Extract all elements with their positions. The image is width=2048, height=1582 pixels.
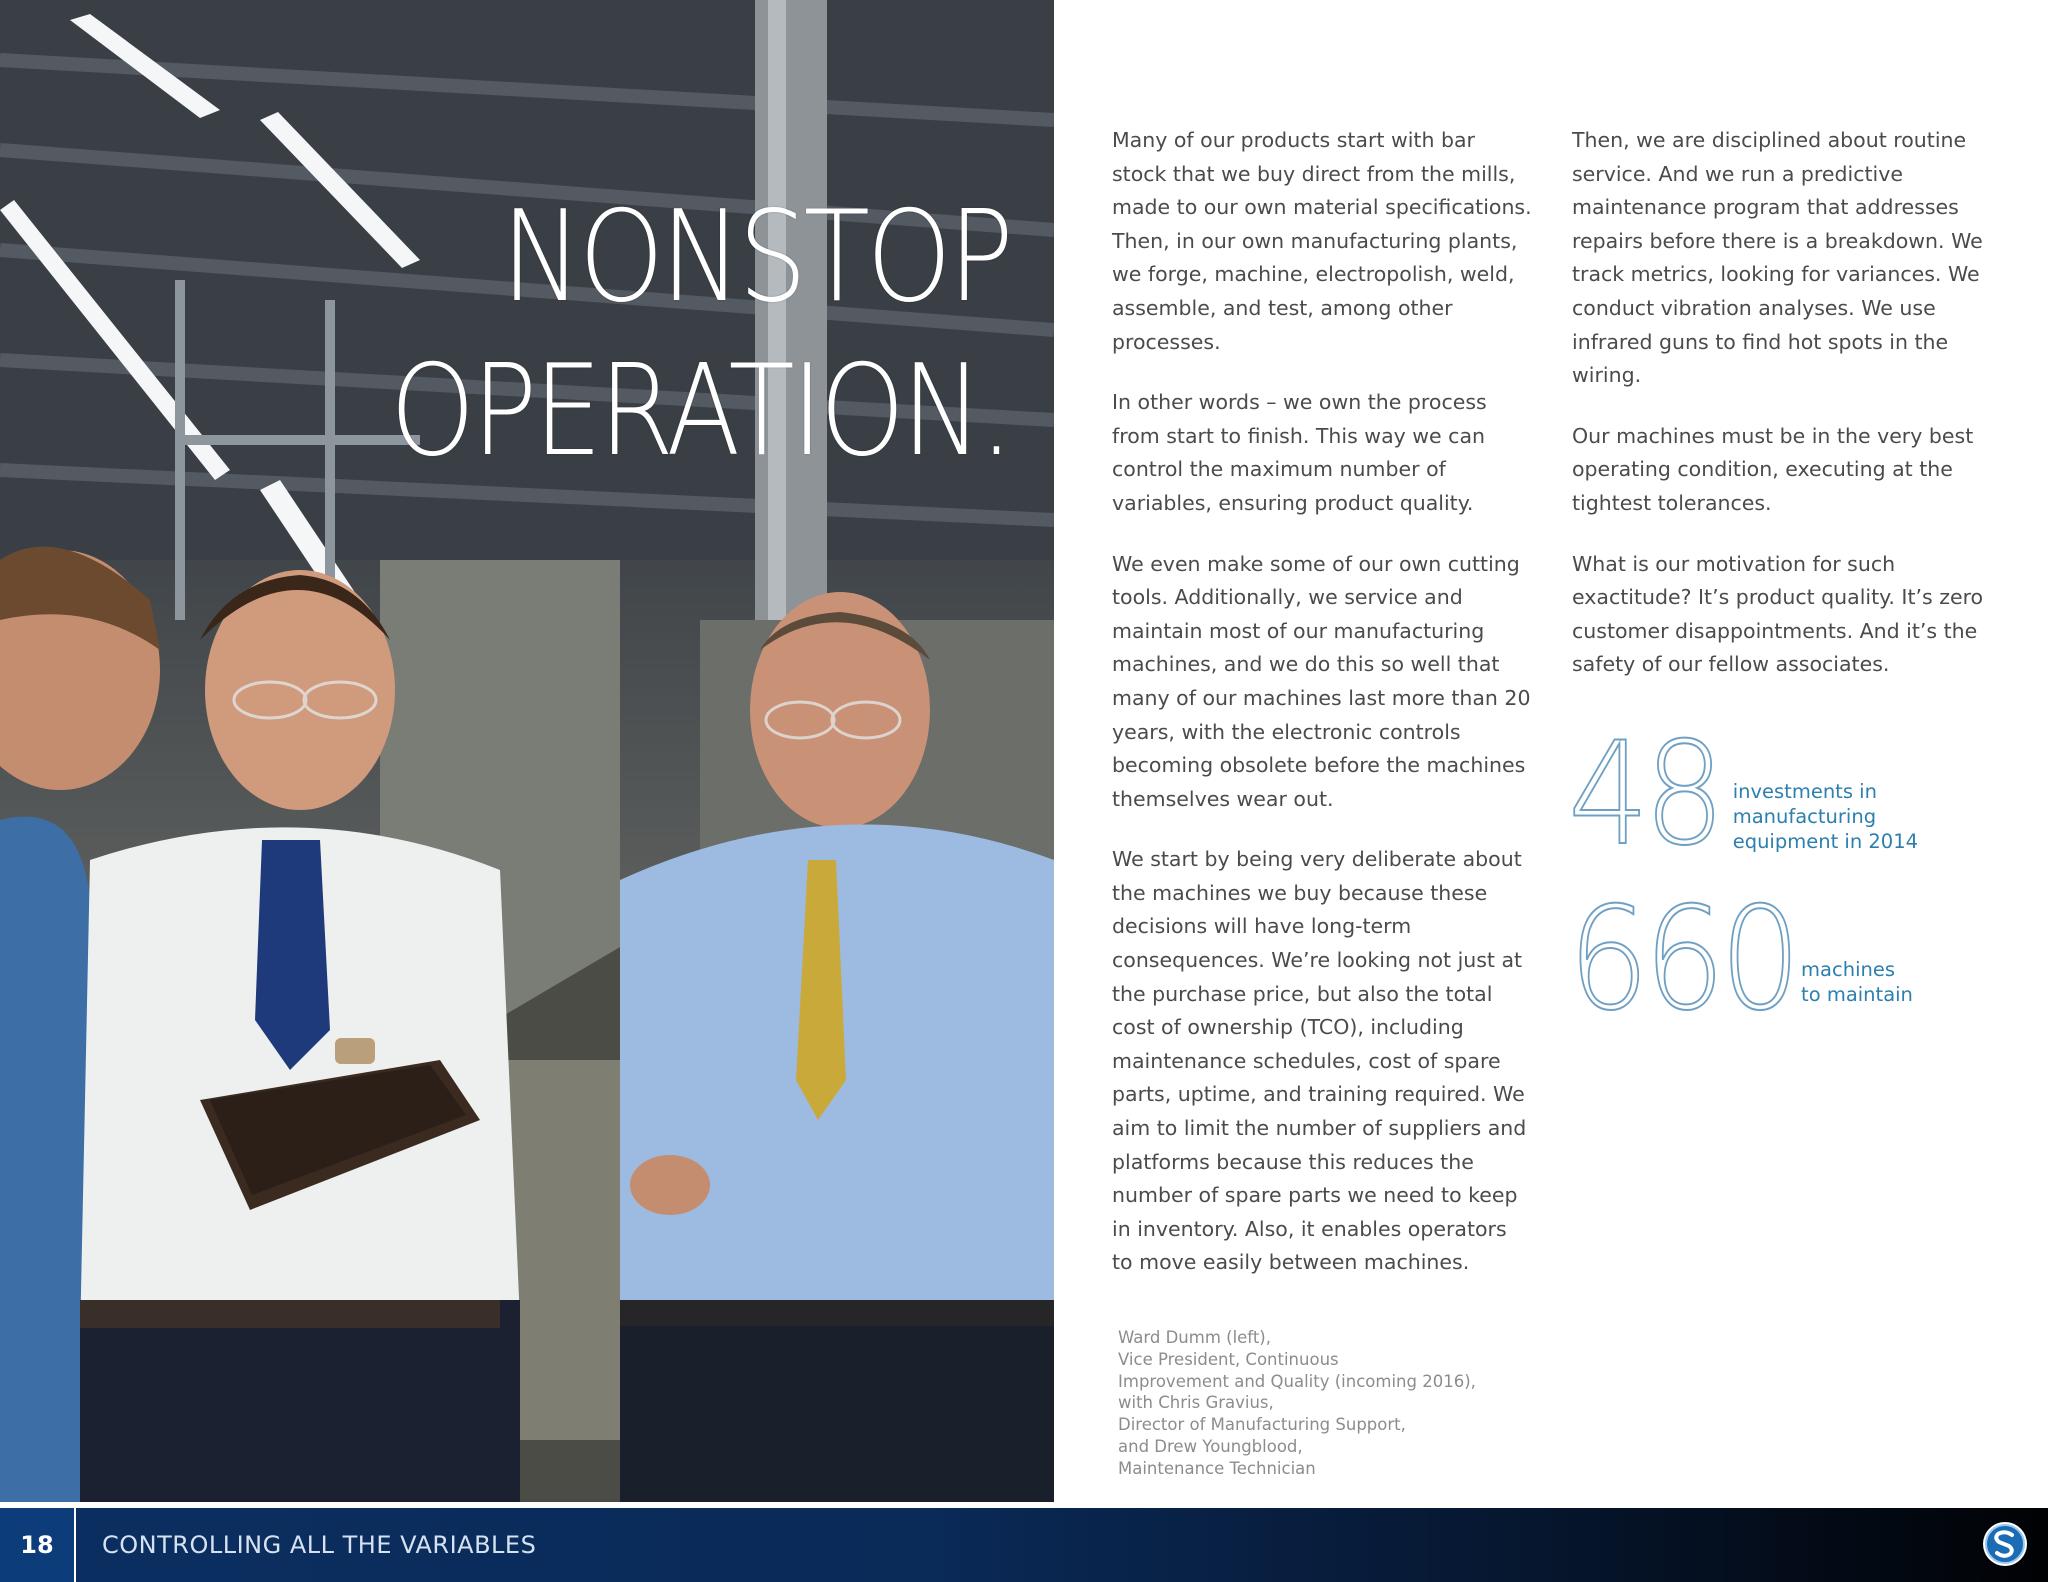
paragraph: In other words – we own the process from start to finish. This way we can control the maximum number of variables, ensuring product quality. — [1112, 390, 1487, 515]
stat-label-line: machines — [1801, 958, 1896, 981]
paragraph: Our machines must be in the very best operating condition, executing at the tightest tolerances. — [1572, 423, 1974, 515]
stat-label — [1733, 779, 1918, 860]
paragraph: Many of our products start with bar stock that we buy direct from the mills, made to our own material specifications. Then, in our own manufacturing plants, we forge, machine, electropolish, weld, assemble, and test, among other processes. — [1112, 128, 1532, 354]
caption-line: Director of Manufacturing Support, — [1118, 1415, 1406, 1435]
section-title: CONTROLLING ALL THE VARIABLES — [102, 1531, 537, 1559]
body-column-2 — [1572, 124, 1992, 709]
stat-label-line: investments in — [1732, 780, 1877, 803]
headline-line-1: NONSTOP — [501, 183, 1010, 330]
paragraph: Then, we are disciplined about routine service. And we run a predictive maintenance program that addresses repairs before there is a breakdown. We track metrics, looking for variances. We conduct vibration analyses. We use infrared guns to find hot spots in the wiring. — [1572, 128, 1983, 388]
body-column-1 — [1112, 124, 1532, 1307]
caption-line: and Drew Youngblood, — [1118, 1436, 1303, 1456]
headline-line-2: OPERATION. — [389, 337, 1010, 484]
paragraph: We even make some of our own cutting tools. Additionally, we service and maintain most of our manufacturing machines, and we do this so well that many of our machines last more than 20 years, with the electronic controls becoming obsolete before the machines themselves wear out. — [1112, 551, 1531, 811]
hero-photo — [0, 0, 1054, 1502]
stat-label-line: manufacturing — [1732, 805, 1877, 828]
page-number-box — [0, 1508, 76, 1582]
caption-line: Improvement and Quality (incoming 2016), — [1118, 1371, 1476, 1391]
photo-caption — [1118, 1327, 1476, 1480]
stat-number: 660 — [1568, 877, 1796, 1042]
stat-label-line: to maintain — [1801, 983, 1913, 1006]
page-footer — [0, 1508, 2048, 1582]
stat-investments — [1568, 712, 1919, 877]
company-logo-icon — [1982, 1521, 2028, 1567]
caption-line: with Chris Gravius, — [1118, 1393, 1274, 1413]
stat-label-line: equipment in 2014 — [1732, 830, 1919, 853]
stat-number: 48 — [1568, 712, 1720, 877]
caption-line: Vice President, Continuous — [1118, 1349, 1339, 1369]
page-number: 18 — [20, 1531, 54, 1559]
stat-machines — [1568, 877, 1913, 1042]
caption-line: Ward Dumm (left), — [1118, 1328, 1271, 1347]
page-headline — [390, 180, 1010, 488]
stat-label — [1801, 957, 1913, 1025]
paragraph: What is our motivation for such exactitude? It’s product quality. It’s zero customer disappointments. And it’s the safety of our fellow associates. — [1572, 551, 1984, 677]
caption-line: Maintenance Technician — [1118, 1458, 1316, 1478]
paragraph: We start by being very deliberate about the machines we buy because these decisions will have long-term consequences. We’re looking not just at the purchase price, but also the total cost of ownership (TCO), including maintenance schedules, cost of spare parts, uptime, and training required. We aim to limit the number of suppliers and platforms because this reduces the number of spare parts we need to keep in inventory. Also, it enables operators to move easily between machines. — [1112, 847, 1527, 1275]
